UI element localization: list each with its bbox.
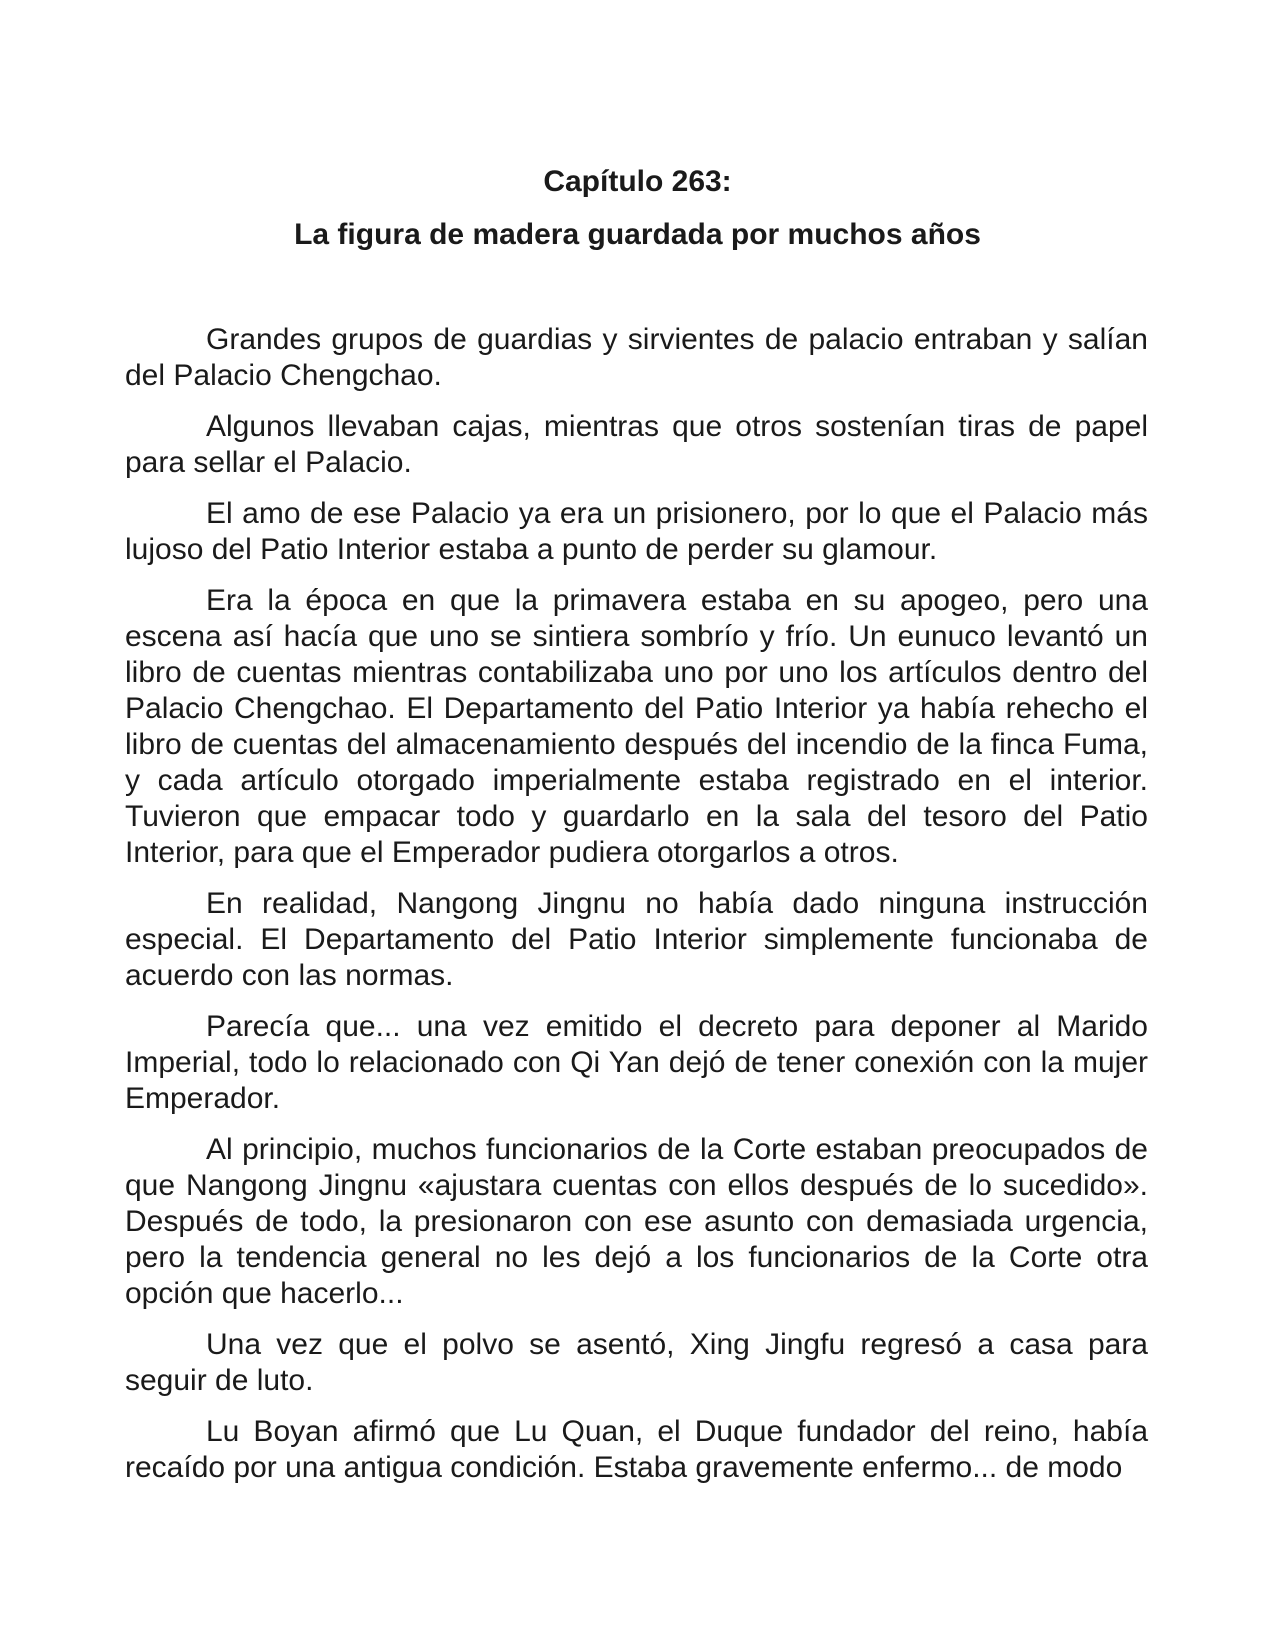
paragraph: Algunos llevaban cajas, mientras que otros sostenían tiras de papel para sellar el Palacio. — [125, 410, 1148, 479]
paragraph: El amo de ese Palacio ya era un prisionero, por lo que el Palacio más lujoso del Patio Interior estaba a punto de perder su glamour. — [125, 497, 1148, 566]
paragraph: Parecía que... una vez emitido el decreto para deponer al Marido Imperial, todo lo relacionado con Qi Yan dejó de tener conexión con la mujer Emperador. — [125, 1010, 1148, 1115]
paragraph: Grandes grupos de guardias y sirvientes de palacio entraban y salían del Palacio Chengchao. — [125, 323, 1148, 392]
paragraph: Una vez que el polvo se asentó, Xing Jingfu regresó a casa para seguir de luto. — [125, 1328, 1148, 1397]
paragraph: Lu Boyan afirmó que Lu Quan, el Duque fundador del reino, había recaído por una antigua condición. Estaba gravemente enfermo... de modo — [125, 1415, 1148, 1484]
paragraph: Era la época en que la primavera estaba en su apogeo, pero una escena así hacía que uno se sintiera sombrío y frío. Un eunuco levantó un libro de cuentas mientras contabilizaba uno por uno los artículos dentro del Palacio Chengchao. El Departamento del Patio Interior ya había rehecho el libro de cuentas del almacenamiento después del incendio de la finca Fuma, y cada artículo otorgado imperialmente estaba registrado en el interior. Tuvieron que empacar todo y guardarlo en la sala del tesoro del Patio Interior, para que el Emperador pudiera otorgarlos a otros. — [125, 584, 1148, 869]
chapter-title: La figura de madera guardada por muchos años — [294, 218, 981, 251]
paragraph: Al principio, muchos funcionarios de la Corte estaban preocupados de que Nangong Jingnu «ajustara cuentas con ellos después de lo sucedido». Después de todo, la presionaron con ese asunto con demasiada urgencia, pero la tendencia general no les dejó a los funcionarios de la Corte otra opción que hacerlo... — [125, 1133, 1148, 1310]
chapter-number: Capítulo 263: — [543, 165, 732, 198]
paragraph: En realidad, Nangong Jingnu no había dado ninguna instrucción especial. El Departamento del Patio Interior simplemente funcionaba de acuerdo con las normas. — [125, 887, 1148, 992]
chapter-body — [125, 322, 1148, 1501]
